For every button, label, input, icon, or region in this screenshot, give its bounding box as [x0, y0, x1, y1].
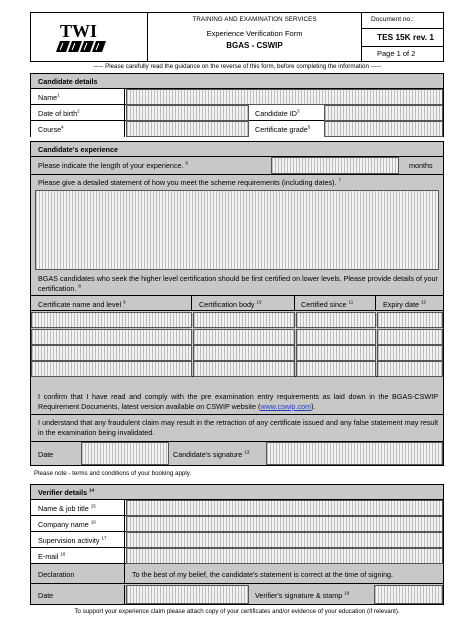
cswip-link[interactable]: www.cswip.com — [260, 401, 312, 411]
expiry-cell[interactable] — [377, 345, 443, 361]
cert-since-cell[interactable] — [296, 361, 376, 377]
candidate-signature-label: Candidate's signature $^{13}$ — [173, 449, 250, 459]
candidate-signature-field[interactable] — [266, 442, 443, 465]
doc-no: TES 15K rev. 1 — [362, 29, 443, 47]
name-field[interactable] — [126, 89, 443, 105]
verifier-date-field[interactable] — [126, 585, 249, 604]
cert-body-cell[interactable] — [193, 329, 295, 345]
verifier-date-label: Date — [38, 591, 54, 600]
dob-label: Date of birth$^2$ — [38, 108, 80, 118]
cert-since-cell[interactable] — [296, 345, 376, 361]
candidate-details-title: Candidate details — [38, 77, 98, 86]
verifier-signature-field[interactable] — [374, 585, 443, 604]
experience-section — [30, 141, 444, 466]
guidance-note: ----- Please carefully read the guidance on the reverse of this form, before completing the information ----- — [93, 63, 381, 70]
verifier-title: Verifier details $^{14}$ — [38, 487, 95, 497]
candidate-id-label: Candidate $ID^3$ — [255, 108, 300, 118]
col-cert-since: Certified since $^{11}$ — [301, 299, 354, 309]
certificate-table — [31, 295, 443, 377]
footer-note: To support your experience claim please attach copy of your certificates and/or evidence of your education (if relevant). — [74, 608, 400, 615]
col-cert-name: Certificate name and level $^9$ — [38, 299, 126, 309]
cert-body-cell[interactable] — [193, 361, 295, 377]
twi-logo — [31, 13, 148, 61]
course-field[interactable] — [126, 121, 249, 137]
name-label: Name$^1$ — [38, 92, 60, 102]
expiry-cell[interactable] — [377, 312, 443, 328]
verifier-name-field[interactable] — [126, 500, 443, 516]
cert-name-cell[interactable] — [31, 361, 192, 377]
confirm-statement: I confirm that I have read and comply with the pre examination entry requirements as laid down in the BGAS-CSWIP Requirement Documents, latest version available on CSWIP website (www.cswip.com). — [38, 392, 438, 411]
col-cert-body: Certification body $^{10}$ — [199, 299, 262, 309]
cert-grade-label: Certificate grade$^5$ — [255, 124, 311, 134]
company-label: Company name $^{16}$ — [38, 519, 96, 529]
cert-name-cell[interactable] — [31, 345, 192, 361]
supervision-label: Supervision activity $^{17}$ — [38, 535, 107, 545]
cert-name-cell[interactable] — [31, 329, 192, 345]
date-label: Date — [38, 450, 54, 459]
expiry-cell[interactable] — [377, 361, 443, 377]
verifier-section — [30, 484, 444, 605]
declaration-text: To the best of my belief, the candidate's statement is correct at the time of signing. — [132, 570, 394, 579]
svg-text:TWI: TWI — [60, 21, 98, 41]
length-question: Please indicate the length of your experience. $^6$ — [38, 160, 188, 170]
candidate-details-section — [30, 73, 444, 137]
experience-title: Candidate's experience — [38, 145, 119, 154]
booking-note: Please note - terms and conditions of your booking apply. — [34, 470, 192, 477]
email-field[interactable] — [126, 548, 443, 564]
statement-field[interactable] — [35, 190, 439, 270]
cert-since-cell[interactable] — [296, 312, 376, 328]
verifier-signature-label: Verifier's signature & stamp $^{19}$ — [255, 590, 350, 600]
cert-name-cell[interactable] — [31, 312, 192, 328]
dob-field[interactable] — [126, 105, 249, 121]
doc-no-label: Document no.: — [362, 13, 443, 29]
form-header — [30, 12, 444, 62]
experience-length-field[interactable] — [271, 157, 399, 174]
expiry-cell[interactable] — [377, 329, 443, 345]
cert-body-cell[interactable] — [193, 345, 295, 361]
name-job-label: Name & job title $^{15}$ — [38, 503, 96, 513]
org-name: TRAINING AND EXAMINATION SERVICES — [192, 16, 317, 23]
supervision-field[interactable] — [126, 532, 443, 548]
scheme-name: BGAS - CSWIP — [226, 41, 283, 50]
cert-grade-field[interactable] — [324, 121, 443, 137]
declaration-label: Declaration — [38, 570, 75, 579]
col-expiry: Expiry date $^{12}$ — [383, 299, 426, 309]
company-field[interactable] — [126, 516, 443, 532]
statement-question: Please give a detailed statement of how you meet the scheme requirements (including dates). $^7$ — [38, 177, 341, 187]
cert-body-cell[interactable] — [193, 312, 295, 328]
candidate-id-field[interactable] — [324, 105, 443, 121]
course-label: Course$^4$ — [38, 124, 64, 134]
bgas-note: BGAS candidates who seek the higher level certification should be first certified on lower levels. Please provide details of your certification. $^8$ — [38, 274, 438, 293]
email-label: E-mail $^{18}$ — [38, 551, 66, 561]
twi-logo-icon — [54, 19, 124, 55]
candidate-date-field[interactable] — [81, 442, 169, 465]
cert-since-cell[interactable] — [296, 329, 376, 345]
page-number: Page 1 of 2 — [377, 49, 416, 58]
form-title: Experience Verification Form — [206, 29, 303, 38]
months-label: months — [409, 161, 433, 170]
fraud-statement: I understand that any fraudulent claim may result in the retraction of any certificate issued and any false statement may result in the examination being invalidated. — [38, 418, 438, 437]
